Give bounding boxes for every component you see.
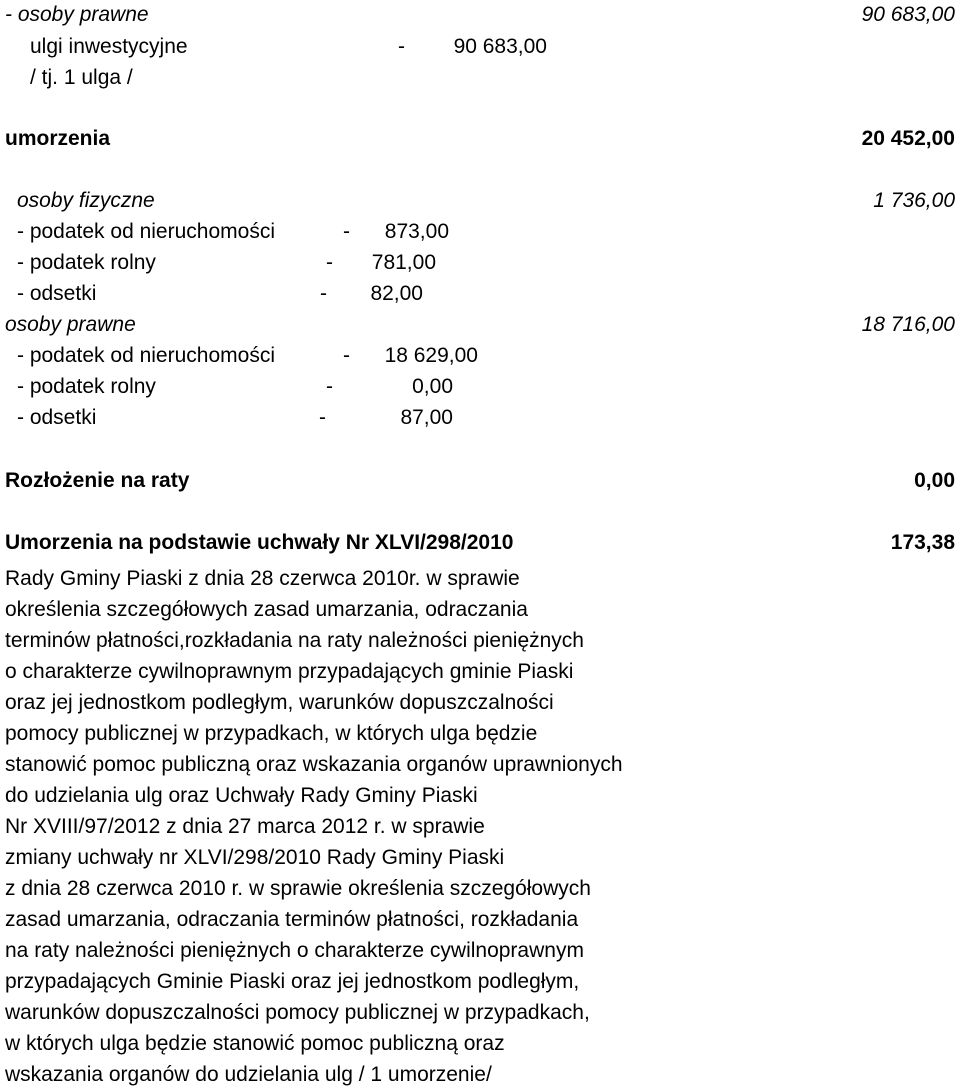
description-line: oraz jej jednostkom podległym, warunków dopuszczalności [5, 691, 554, 714]
uchwala-value: 173,38 [890, 531, 955, 554]
fizyczne-row-value: 82,00 [370, 282, 423, 305]
ulga-note: / tj. 1 ulga / [30, 66, 133, 89]
description-line: terminów płatności,rozkładania na raty należności pieniężnych [5, 629, 584, 652]
umorzenia-label: umorzenia [5, 127, 111, 150]
fizyczne-row-label: - podatek rolny [17, 251, 156, 274]
ulgi-value: 90 683,00 [453, 35, 547, 58]
prawne-row-dash: - [343, 344, 350, 367]
prawne-row-value: 0,00 [412, 375, 453, 398]
osoby-fizyczne-total: 1 736,00 [873, 189, 955, 212]
fizyczne-row-value: 781,00 [371, 251, 436, 274]
uchwala-description [5, 563, 623, 1090]
description-line: przypadających Gminie Piaski oraz jej jednostkom podległym, [5, 970, 580, 993]
fizyczne-row-value: 873,00 [384, 220, 449, 243]
osoby-prawne-umorzenia-total: 18 716,00 [861, 313, 955, 336]
description-line: wskazania organów do udzielania ulg / 1 umorzenie/ [5, 1063, 492, 1086]
fizyczne-row-label: - podatek od nieruchomości [17, 220, 275, 243]
description-line: Nr XVIII/97/2012 z dnia 27 marca 2012 r. w sprawie [5, 815, 485, 838]
osoby-prawne-umorzenia-label: osoby prawne [5, 313, 136, 336]
description-line: Rady Gminy Piaski z dnia 28 czerwca 2010r. w sprawie [5, 567, 520, 590]
fizyczne-row-dash: - [320, 282, 327, 305]
raty-label: Rozłożenie na raty [5, 469, 190, 492]
prawne-row-value: 87,00 [400, 406, 453, 429]
prawne-row-value: 18 629,00 [384, 344, 478, 367]
description-line: w których ulga będzie stanowić pomoc publiczną oraz [5, 1032, 505, 1055]
fizyczne-row-dash: - [343, 220, 350, 243]
description-line: warunków dopuszczalności pomocy publicznej w przypadkach, [5, 1001, 590, 1024]
description-line: stanowić pomoc publiczną oraz wskazania organów uprawnionych [5, 753, 623, 776]
prawne-row-label: - podatek od nieruchomości [17, 344, 275, 367]
prawne-row-label: - podatek rolny [17, 375, 156, 398]
osoby-prawne-label: - osoby prawne [5, 3, 149, 26]
fizyczne-row-dash: - [326, 251, 333, 274]
description-line: zmiany uchwały nr XLVI/298/2010 Rady Gminy Piaski [5, 846, 505, 869]
description-line: pomocy publicznej w przypadkach, w których ulga będzie [5, 722, 538, 745]
osoby-prawne-total: 90 683,00 [861, 3, 955, 26]
description-line: określenia szczegółowych zasad umarzania, odraczania [5, 598, 528, 621]
description-line: o charakterze cywilnoprawnym przypadających gminie Piaski [5, 660, 574, 683]
prawne-row-dash: - [319, 406, 326, 429]
description-line: do udzielania ulg oraz Uchwały Rady Gminy Piaski [5, 784, 478, 807]
ulgi-dash: - [398, 35, 405, 58]
osoby-fizyczne-label: osoby fizyczne [17, 189, 155, 212]
fizyczne-row-label: - odsetki [17, 282, 97, 305]
ulgi-label: ulgi inwestycyjne [30, 35, 188, 58]
prawne-row-label: - odsetki [17, 406, 97, 429]
description-line: zasad umarzania, odraczania terminów płatności, rozkładania [5, 908, 579, 931]
raty-value: 0,00 [914, 469, 955, 492]
description-line: z dnia 28 czerwca 2010 r. w sprawie określenia szczegółowych [5, 877, 591, 900]
umorzenia-total: 20 452,00 [861, 127, 955, 150]
description-line: na raty należności pieniężnych o charakterze cywilnoprawnym [5, 939, 584, 962]
uchwala-heading: Umorzenia na podstawie uchwały Nr XLVI/298/2010 [5, 531, 514, 554]
prawne-row-dash: - [326, 375, 333, 398]
